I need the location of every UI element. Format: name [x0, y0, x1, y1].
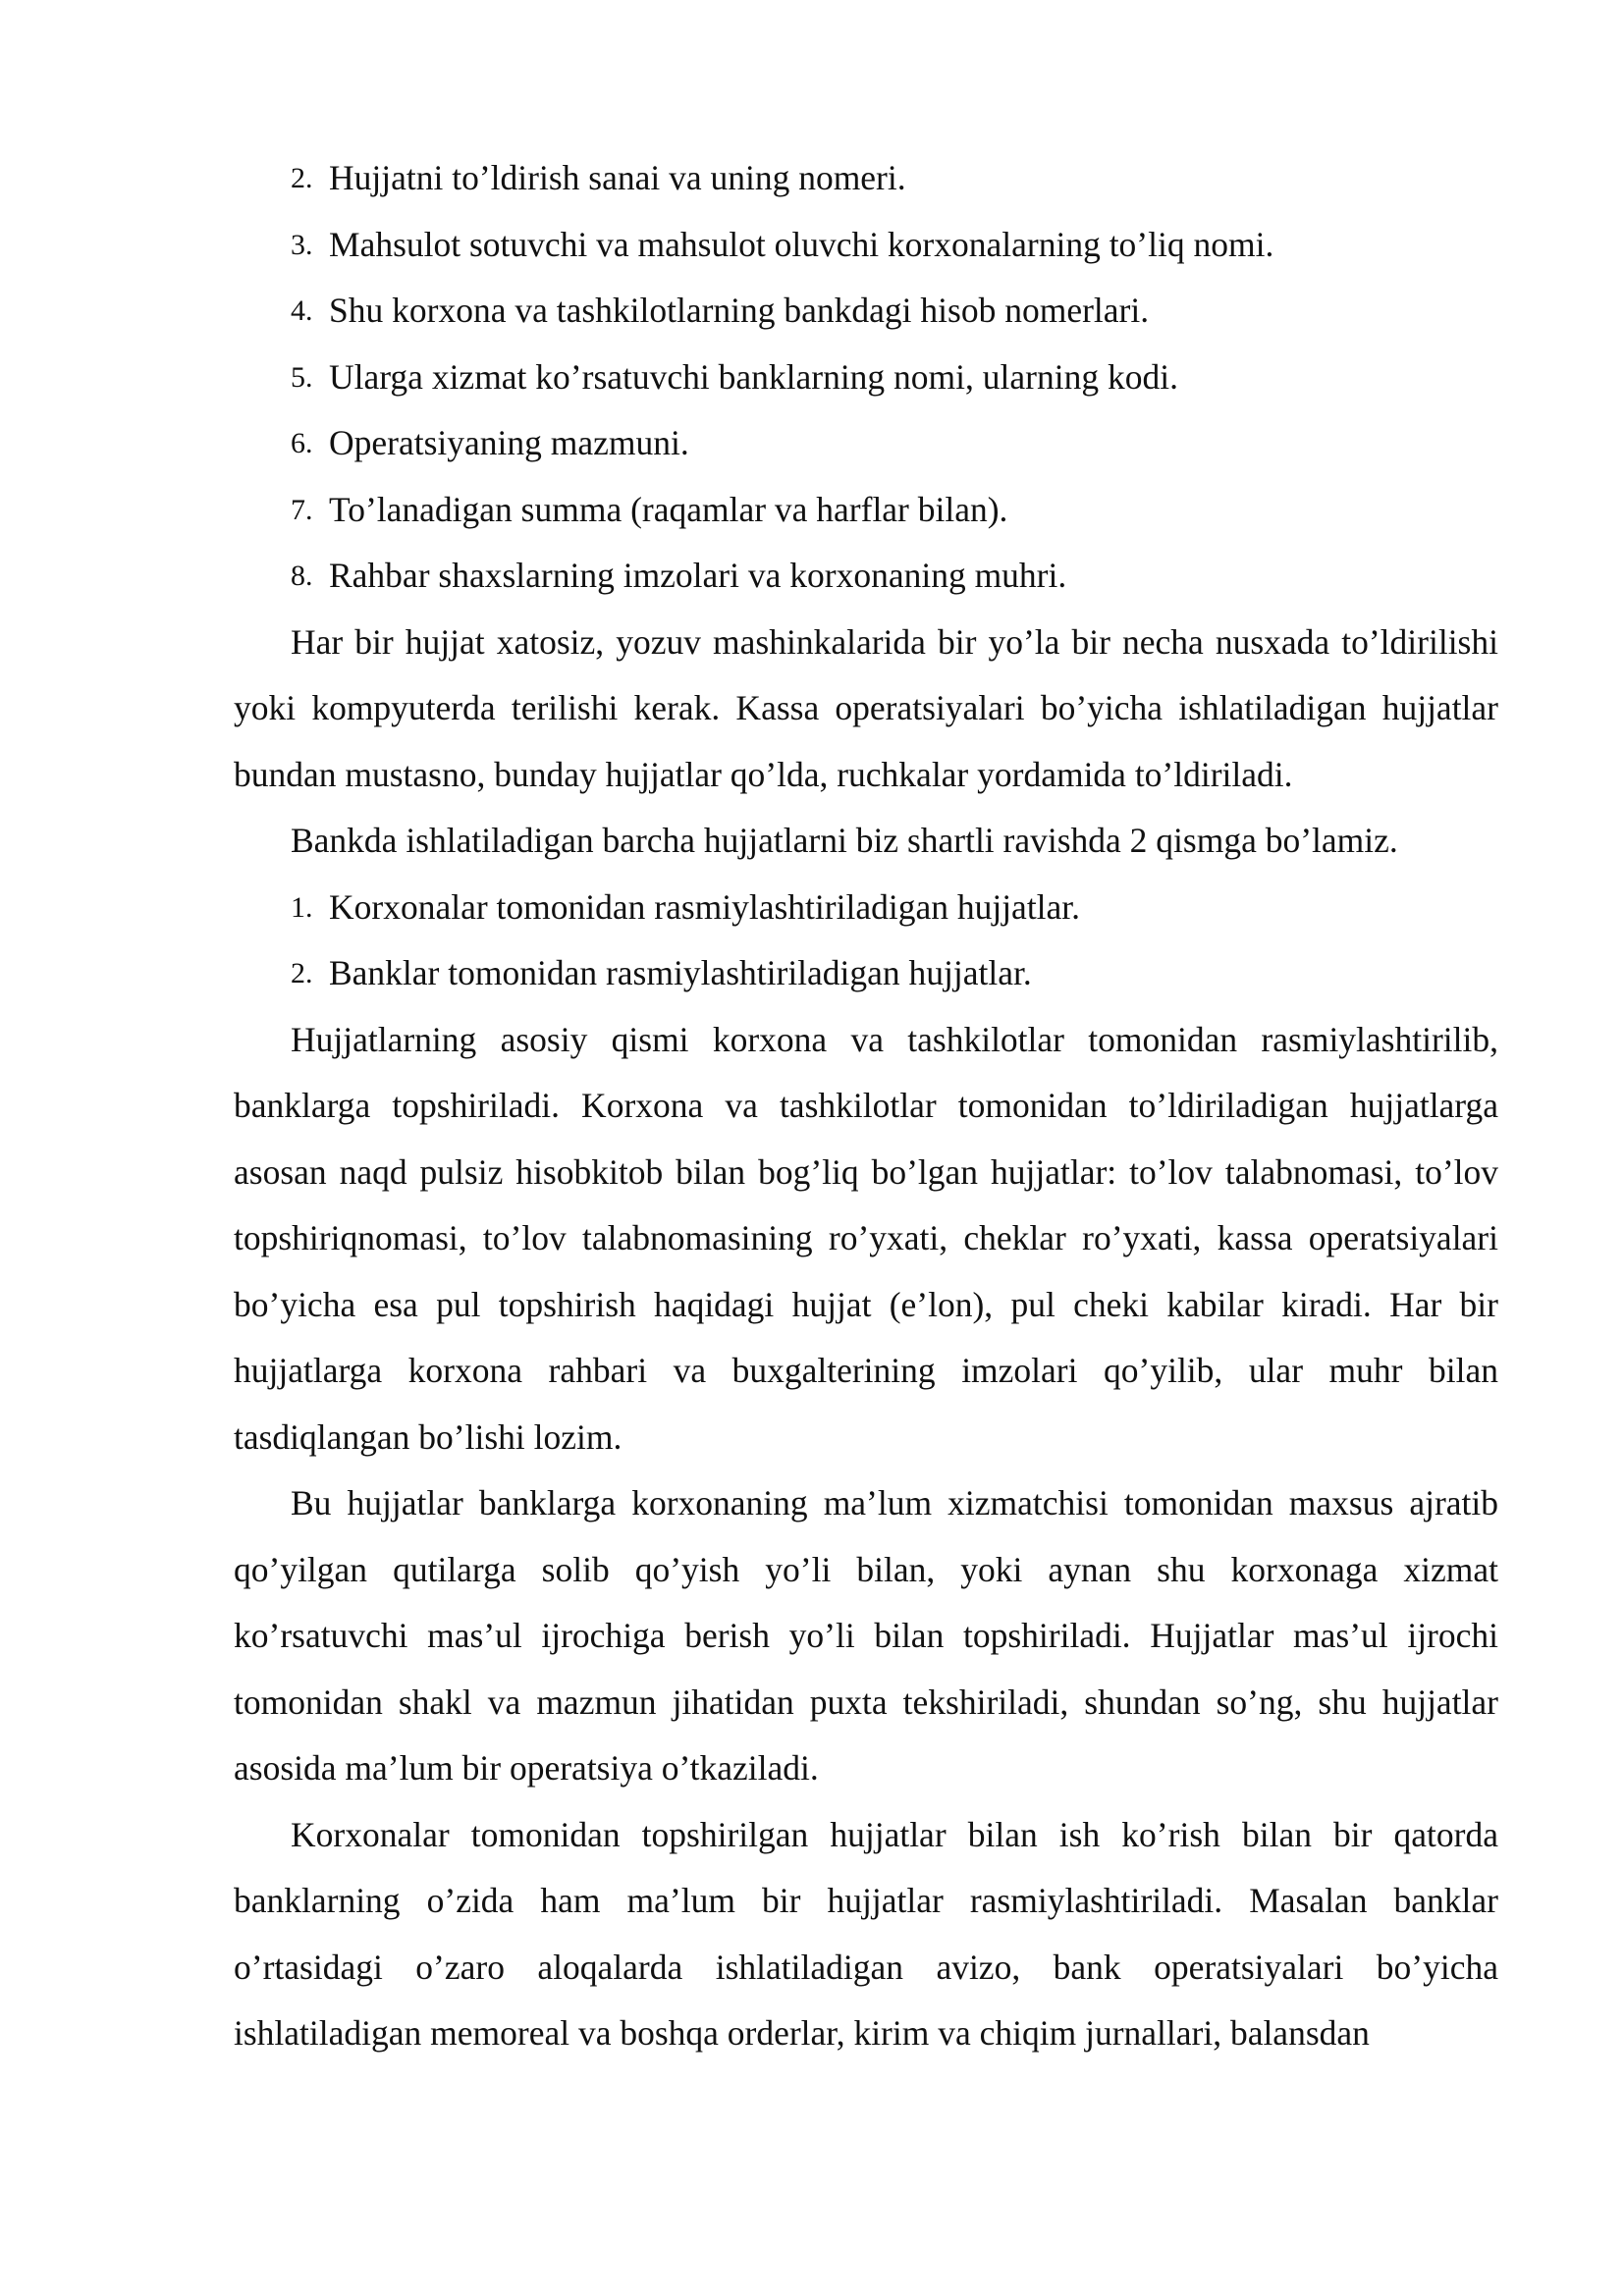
list-text: Korxonalar tomonidan rasmiylashtiriladigan hujjatlar.: [329, 886, 1081, 927]
list-item: [234, 477, 1498, 544]
list-text: Rahbar shaxslarning imzolari va korxonaning muhri.: [329, 556, 1067, 595]
list-number: 7.: [291, 493, 313, 526]
list-item: [234, 875, 1498, 941]
list-number: 3.: [291, 228, 313, 261]
list-item: [234, 145, 1498, 212]
list-text: To’lanadigan summa (raqamlar va harflar bilan).: [329, 489, 1008, 529]
list-number: 2.: [291, 162, 313, 194]
list-text: Operatsiyaning mazmuni.: [329, 423, 689, 462]
list-number: 5.: [291, 360, 313, 394]
list-number: 1.: [291, 890, 313, 924]
list-text: Hujjatni to’ldirish sanai va uning nomeri.: [329, 158, 906, 197]
list-number: 4.: [291, 294, 313, 327]
list-number: 6.: [291, 427, 313, 459]
list-item: [234, 940, 1498, 1007]
list-item: [234, 410, 1498, 477]
list-text: Ularga xizmat ko’rsatuvchi banklarning nomi, ularning kodi.: [329, 356, 1178, 397]
list-text: Banklar tomonidan rasmiylashtiriladigan hujjatlar.: [329, 953, 1032, 992]
list-item: [234, 345, 1498, 411]
paragraph: Korxonalar tomonidan topshirilgan hujjatlar bilan ish ko’rish bilan bir qatorda banklarning o’zida ham ma’lum bir hujjatlar rasmiylashtiriladi. Masalan banklar o’rtasidagi o’zaro aloqalarda ishlatiladigan avizo, bank operatsiyalari bo’yicha ishlatiladigan memoreal va boshqa orderlar, kirim va chiqim jurnallari, balansdan: [234, 1814, 1498, 2053]
paragraph: Hujjatlarning asosiy qismi korxona va tashkilotlar tomonidan rasmiylashtirilib, banklarga topshiriladi. Korxona va tashkilotlar tomonidan to’ldiriladigan hujjatlarga asosan naqd pulsiz hisobkitob bilan bog’liq bo’lgan hujjatlar: to’lov talabnomasi, to’lov topshiriqnomasi, to’lov talabnomasining ro’yxati, cheklar ro’yxati, kassa operatsiyalari bo’yicha esa pul topshirish haqidagi hujjat (e’lon), pul cheki kabilar kiradi. Har bir hujjatlarga korxona rahbari va buxgalterining imzolari qo’yilib, ular muhr bilan tasdiqlangan bo’lishi lozim.: [234, 1019, 1498, 1457]
list-item: [234, 543, 1498, 610]
paragraph: Bu hujjatlar banklarga korxonaning ma’lum xizmatchisi tomonidan maxsus ajratib qo’yilgan qutilarga solib qo’yish yo’li bilan, yoki aynan shu korxonaga xizmat ko’rsatuvchi mas’ul ijrochiga berish yo’li bilan topshiriladi. Hujjatlar mas’ul ijrochi tomonidan shakl va mazmun jihatidan puxta tekshiriladi, shundan so’ng, shu hujjatlar asosida ma’lum bir operatsiya o’tkaziladi.: [234, 1483, 1498, 1788]
paragraph: Bankda ishlatiladigan barcha hujjatlarni biz shartli ravishda 2 qismga bo’lamiz.: [291, 821, 1398, 860]
list-number: 8.: [291, 560, 313, 592]
document-page: [234, 145, 1498, 2067]
list-number: 2.: [291, 957, 313, 989]
list-text: Shu korxona va tashkilotlarning bankdagi hisob nomerlari.: [329, 291, 1150, 330]
paragraph: Har bir hujjat xatosiz, yozuv mashinkalarida bir yo’la bir necha nusxada to’ldirilishi yoki kompyuterda terilishi kerak. Kassa operatsiyalari bo’yicha ishlatiladigan hujjatlar bundan mustasno, bunday hujjatlar qo’lda, ruchkalar yordamida to’ldiriladi.: [234, 621, 1498, 794]
list-text: Mahsulot sotuvchi va mahsulot oluvchi korxonalarning to’liq nomi.: [329, 224, 1274, 264]
list-item: [234, 212, 1498, 279]
list-item: [234, 278, 1498, 345]
